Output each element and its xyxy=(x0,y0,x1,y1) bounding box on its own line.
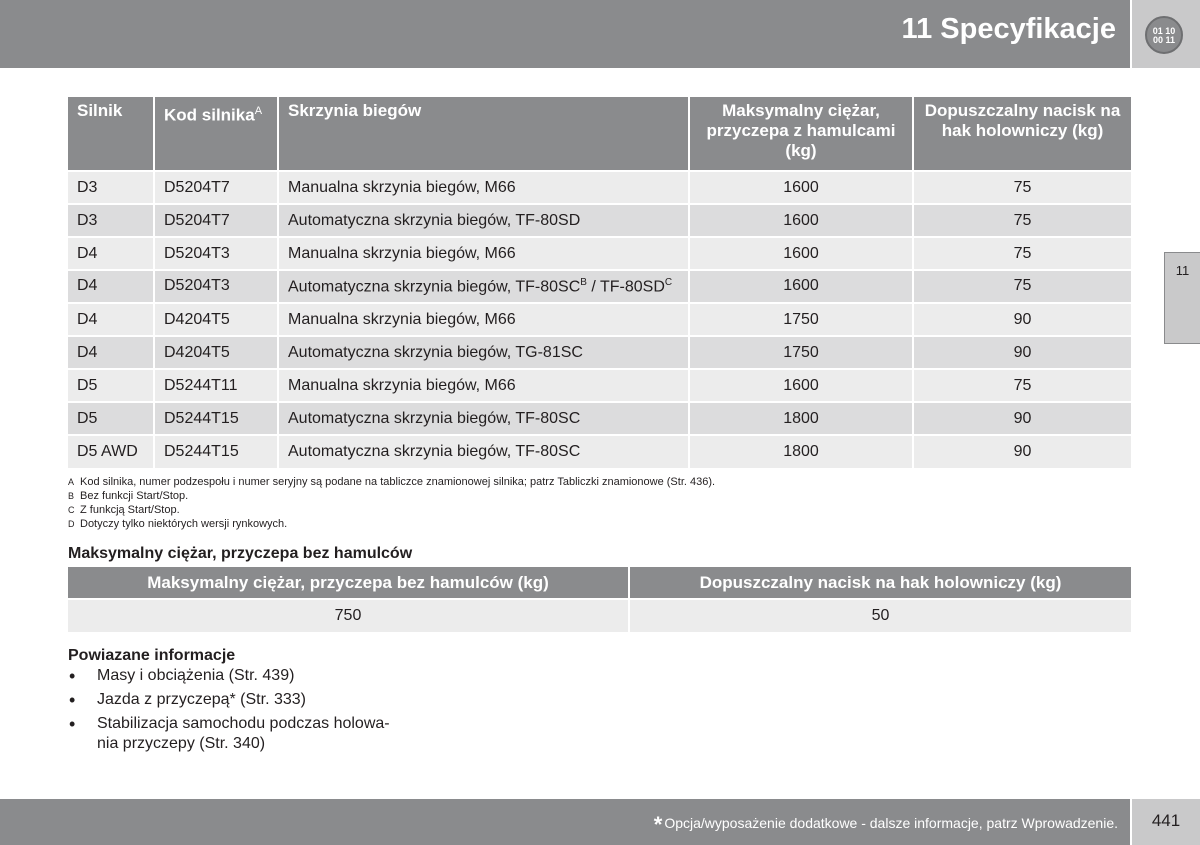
table-row xyxy=(68,303,1131,336)
footnote-b: B Bez funkcji Start/Stop. xyxy=(68,490,189,502)
cell-max-weight: 1600 xyxy=(689,270,913,303)
chapter-side-tab-label: 11 xyxy=(1175,263,1190,278)
cell-gearbox: Automatyczna skrzynia biegów, TF-80SD xyxy=(278,204,689,237)
cell-hitch-load: 90 xyxy=(913,336,1131,369)
page-footer xyxy=(0,799,1130,845)
cell-max-weight: 1600 xyxy=(689,204,913,237)
cell-engine-code: D4204T5 xyxy=(154,336,278,369)
cell-max-weight: 1600 xyxy=(689,171,913,204)
related-list xyxy=(68,666,428,758)
footnote-c: C Z funkcją Start/Stop. xyxy=(68,504,180,516)
chapter-icon xyxy=(1145,16,1183,54)
cell-hitch-load: 75 xyxy=(913,237,1131,270)
related-link[interactable]: • Stabilizacja samochodu podczas holowa- nia przyczepy (Str. 340) xyxy=(68,714,428,754)
related-heading: Powiazane informacje xyxy=(68,647,236,664)
cell-engine-code: D5244T15 xyxy=(154,402,278,435)
table-row xyxy=(68,270,1131,303)
cell-max-weight: 1800 xyxy=(689,402,913,435)
towing-weights-table xyxy=(68,97,1131,468)
header-side-panel xyxy=(1132,0,1200,68)
cell-hitch-load: 75 xyxy=(913,204,1131,237)
cell-engine: D3 xyxy=(68,204,154,237)
chapter-title: 11 Specyfikacje xyxy=(901,13,1116,45)
footer-side-panel xyxy=(1132,799,1200,845)
footnote-ref-b: B xyxy=(580,276,587,288)
cell-hitch-load: 90 xyxy=(913,402,1131,435)
footnote-ref-c: C xyxy=(664,276,673,288)
cell-engine-code: D5244T15 xyxy=(154,435,278,468)
col-header-hitch-load: Dopuszczalny nacisk na hak holowniczy (kg) xyxy=(913,97,1131,171)
col-header-gearbox: Skrzynia biegów xyxy=(278,97,689,171)
cell-max-weight: 1800 xyxy=(689,435,913,468)
chapter-icon-line2: 00 11 xyxy=(1152,35,1176,45)
table-row xyxy=(68,237,1131,270)
col-header-unbraked-hitch: Dopuszczalny nacisk na hak holowniczy (kg) xyxy=(629,567,1131,599)
footnotes xyxy=(68,475,968,531)
unbraked-table xyxy=(68,567,1131,632)
cell-hitch-load: 90 xyxy=(913,435,1131,468)
related-link[interactable]: • Jazda z przyczepą* (Str. 333) xyxy=(68,690,428,710)
cell-engine-code: D5204T3 xyxy=(154,237,278,270)
table-row xyxy=(68,336,1131,369)
cell-unbraked-hitch: 50 xyxy=(629,599,1131,632)
cell-gearbox: Manualna skrzynia biegów, M66 xyxy=(278,171,689,204)
table-header-row xyxy=(68,567,1131,599)
cell-gearbox: Automatyczna skrzynia biegów, TG-81SC xyxy=(278,336,689,369)
col-header-engine-code: Kod silnika$^A$ xyxy=(154,97,278,171)
unbraked-heading: Maksymalny ciężar, przyczepa bez hamulców xyxy=(68,545,413,562)
cell-engine-code: D5204T7 xyxy=(154,204,278,237)
table-header-row xyxy=(68,97,1131,171)
cell-gearbox: Manualna skrzynia biegów, M66 xyxy=(278,237,689,270)
page-header xyxy=(0,0,1130,68)
cell-engine-code: D5204T3 xyxy=(154,270,278,303)
cell-max-weight: 1600 xyxy=(689,369,913,402)
table-row xyxy=(68,402,1131,435)
footnote-d: D Dotyczy tylko niektórych wersji rynkowych. xyxy=(68,518,288,530)
cell-gearbox: Manualna skrzynia biegów, M66 xyxy=(278,369,689,402)
cell-gearbox: Manualna skrzynia biegów, M66 xyxy=(278,303,689,336)
cell-engine: D5 xyxy=(68,369,154,402)
asterisk-icon: * xyxy=(653,812,663,837)
footnote-a: A Kod silnika, numer podzespołu i numer seryjny są podane na tabliczce znamionowej silnika; patrz Tabliczki znamionowe (Str. 436). xyxy=(68,476,716,488)
cell-engine: D4 xyxy=(68,270,154,303)
table-row xyxy=(68,435,1131,468)
table-row xyxy=(68,171,1131,204)
cell-max-weight: 1750 xyxy=(689,303,913,336)
chapter-icon-line1: 01 10 xyxy=(1152,26,1176,36)
cell-hitch-load: 90 xyxy=(913,303,1131,336)
cell-engine-code: D5204T7 xyxy=(154,171,278,204)
cell-hitch-load: 75 xyxy=(913,171,1131,204)
related-link[interactable]: • Masy i obciążenia (Str. 439) xyxy=(68,666,428,686)
col-header-unbraked-weight: Maksymalny ciężar, przyczepa bez hamulców (kg) xyxy=(68,567,629,599)
cell-engine: D5 xyxy=(68,402,154,435)
cell-engine: D5 AWD xyxy=(68,435,154,468)
footer-note: * Opcja/wyposażenie dodatkowe - dalsze informacje, patrz Wprowadzenie. xyxy=(653,812,1118,837)
cell-gearbox: Automatyczna skrzynia biegów, TF-80SC xyxy=(278,435,689,468)
cell-engine-code: D5244T11 xyxy=(154,369,278,402)
page-number: 441 xyxy=(1151,811,1181,830)
cell-max-weight: 1600 xyxy=(689,237,913,270)
footnote-ref-a: A xyxy=(254,105,263,117)
cell-unbraked-weight: 750 xyxy=(68,599,629,632)
cell-hitch-load: 75 xyxy=(913,369,1131,402)
cell-engine: D4 xyxy=(68,336,154,369)
table-row xyxy=(68,204,1131,237)
cell-engine: D4 xyxy=(68,303,154,336)
table-row xyxy=(68,599,1131,632)
cell-engine-code: D4204T5 xyxy=(154,303,278,336)
table-row xyxy=(68,369,1131,402)
cell-gearbox: Automatyczna skrzynia biegów, $TF-80SC^B / TF-80SD^C$ xyxy=(278,270,689,303)
cell-gearbox: Automatyczna skrzynia biegów, TF-80SC xyxy=(278,402,689,435)
cell-engine: D4 xyxy=(68,237,154,270)
col-header-engine: Silnik xyxy=(68,97,154,171)
cell-engine: D3 xyxy=(68,171,154,204)
chapter-side-tab xyxy=(1164,252,1200,344)
col-header-max-weight: Maksymalny ciężar, przyczepa z hamulcami (kg) xyxy=(689,97,913,171)
cell-hitch-load: 75 xyxy=(913,270,1131,303)
cell-max-weight: 1750 xyxy=(689,336,913,369)
